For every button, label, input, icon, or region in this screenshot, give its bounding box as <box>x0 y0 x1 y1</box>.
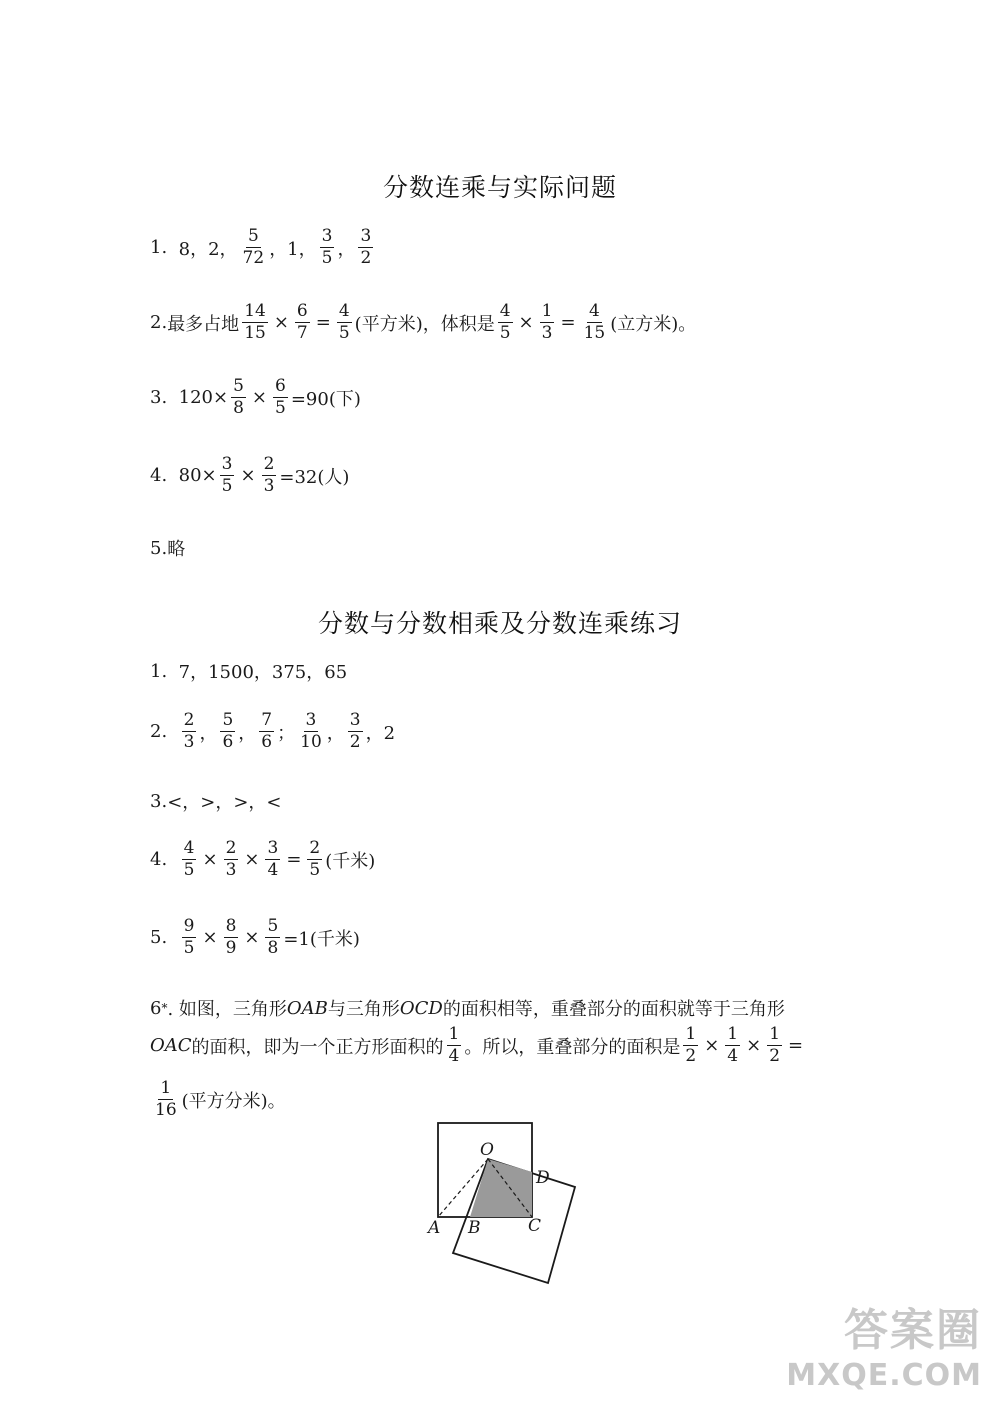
fraction: $\frac{2}{3}$ <box>183 710 195 752</box>
label-C: C <box>528 1216 542 1236</box>
fraction: $\frac{4}{5}$ <box>183 838 195 880</box>
fraction: $\frac{7}{6}$ <box>261 710 273 752</box>
fraction: $\frac{3}{4}$ <box>267 838 279 880</box>
fraction: $\frac{1}{2}$ <box>685 1024 697 1066</box>
s2-answer-6-line-1: 6 * . 如图，三角形 OAB 与三角形 OCD 的面积相等，重叠部分的面积就等于三角形 <box>150 997 785 1020</box>
fraction: $\frac{9}{5}$ <box>183 916 195 958</box>
s1-answer-4: 4. 80× $\frac{3}{5}$ × $\frac{2}{3}$ =32(人) <box>150 454 350 496</box>
label-O: O <box>480 1140 494 1160</box>
s2-answer-1: 1. 7，1500，375，65 <box>150 660 348 683</box>
fraction: $\frac{2}{5}$ <box>309 838 321 880</box>
fraction: $\frac{14}{15}$ <box>244 301 266 343</box>
fraction: $\frac{5}{8}$ <box>233 376 244 418</box>
fraction: $\frac{8}{9}$ <box>225 916 237 958</box>
section-title-1: 分数连乘与实际问题 <box>382 173 617 202</box>
fraction: $\frac{2}{3}$ <box>225 838 237 880</box>
s1-answer-1: 1. 8，2， $\frac{5}{72}$ ，1， $\frac{3}{5}$ ， $\frac{3}{2}$ <box>150 226 372 268</box>
watermark-en: MXQE.COM <box>786 1358 982 1393</box>
label-B: B <box>468 1218 481 1238</box>
s2-answer-5: 5. $\frac{9}{5}$ × $\frac{8}{9}$ × $\frac{5}{8}$ =1(千米) <box>150 916 360 958</box>
s2-answer-6-line-2: OAC 的面积，即为一个正方形面积的 $\frac{1}{4}$ 。所以，重叠部分的面积是 $\frac{1}{2}$ × $\frac{1}{4}$ × $\frac{1}{2}$ = <box>150 1024 804 1066</box>
overlapping-squares-figure <box>420 1115 600 1295</box>
label-D: D <box>536 1168 550 1188</box>
s1-answer-3: 3. 120× $\frac{5}{8}$ × $\frac{6}{5}$ =90(下) <box>150 376 361 418</box>
fraction: $\frac{5}{6}$ <box>222 710 234 752</box>
fraction: $\frac{6}{7}$ <box>296 301 308 343</box>
fraction: $\frac{4}{15}$ <box>583 301 606 343</box>
label-A: A <box>428 1218 441 1238</box>
s1-answer-2: 2. 最多占地 $\frac{14}{15}$ × $\frac{6}{7}$ = $\frac{4}{5}$ (平方米)，体积是 $\frac{4}{5}$ × $\frac{1}{3}$ = $\frac{4}{15}$ (立方米)。 <box>150 301 697 343</box>
fraction: $\frac{1}{16}$ <box>155 1078 177 1120</box>
s2-answer-6-line-3: $\frac{1}{16}$ (平方分米)。 <box>155 1078 286 1120</box>
watermark-cn: 答案圈 <box>844 1305 982 1356</box>
s2-answer-4: 4. $\frac{4}{5}$ × $\frac{2}{3}$ × $\frac{3}{4}$ = $\frac{2}{5}$ (千米) <box>150 838 376 880</box>
s2-answer-3: 3. <，>，>，< <box>150 790 282 813</box>
section-title-2: 分数与分数相乘及分数连乘练习 <box>317 609 682 638</box>
fraction: $\frac{1}{4}$ <box>727 1024 739 1066</box>
fraction: $\frac{3}{5}$ <box>221 454 233 496</box>
fraction: $\frac{1}{4}$ <box>448 1024 460 1066</box>
s2-answer-2: 2. $\frac{2}{3}$ ， $\frac{5}{6}$ ， $\frac{7}{6}$ ； $\frac{3}{10}$ ， $\frac{3}{2}$ ，2 <box>150 710 396 752</box>
fraction: $\frac{6}{5}$ <box>275 376 286 418</box>
s1-answer-5: 5. 略 <box>150 537 186 560</box>
watermark <box>786 1294 982 1393</box>
fraction: $\frac{3}{5}$ <box>321 226 333 268</box>
fraction: $\frac{3}{10}$ <box>300 710 322 752</box>
fraction: $\frac{3}{2}$ <box>349 710 361 752</box>
fraction: $\frac{5}{8}$ <box>267 916 279 958</box>
fraction: $\frac{3}{2}$ <box>360 226 372 268</box>
shaded-overlap <box>470 1159 532 1217</box>
fraction: $\frac{4}{5}$ <box>338 301 350 343</box>
fraction: $\frac{4}{5}$ <box>499 301 511 343</box>
fraction: $\frac{1}{2}$ <box>769 1024 781 1066</box>
fraction: $\frac{2}{3}$ <box>263 454 275 496</box>
fraction: $\frac{5}{72}$ <box>242 226 265 268</box>
fraction: $\frac{1}{3}$ <box>541 301 553 343</box>
